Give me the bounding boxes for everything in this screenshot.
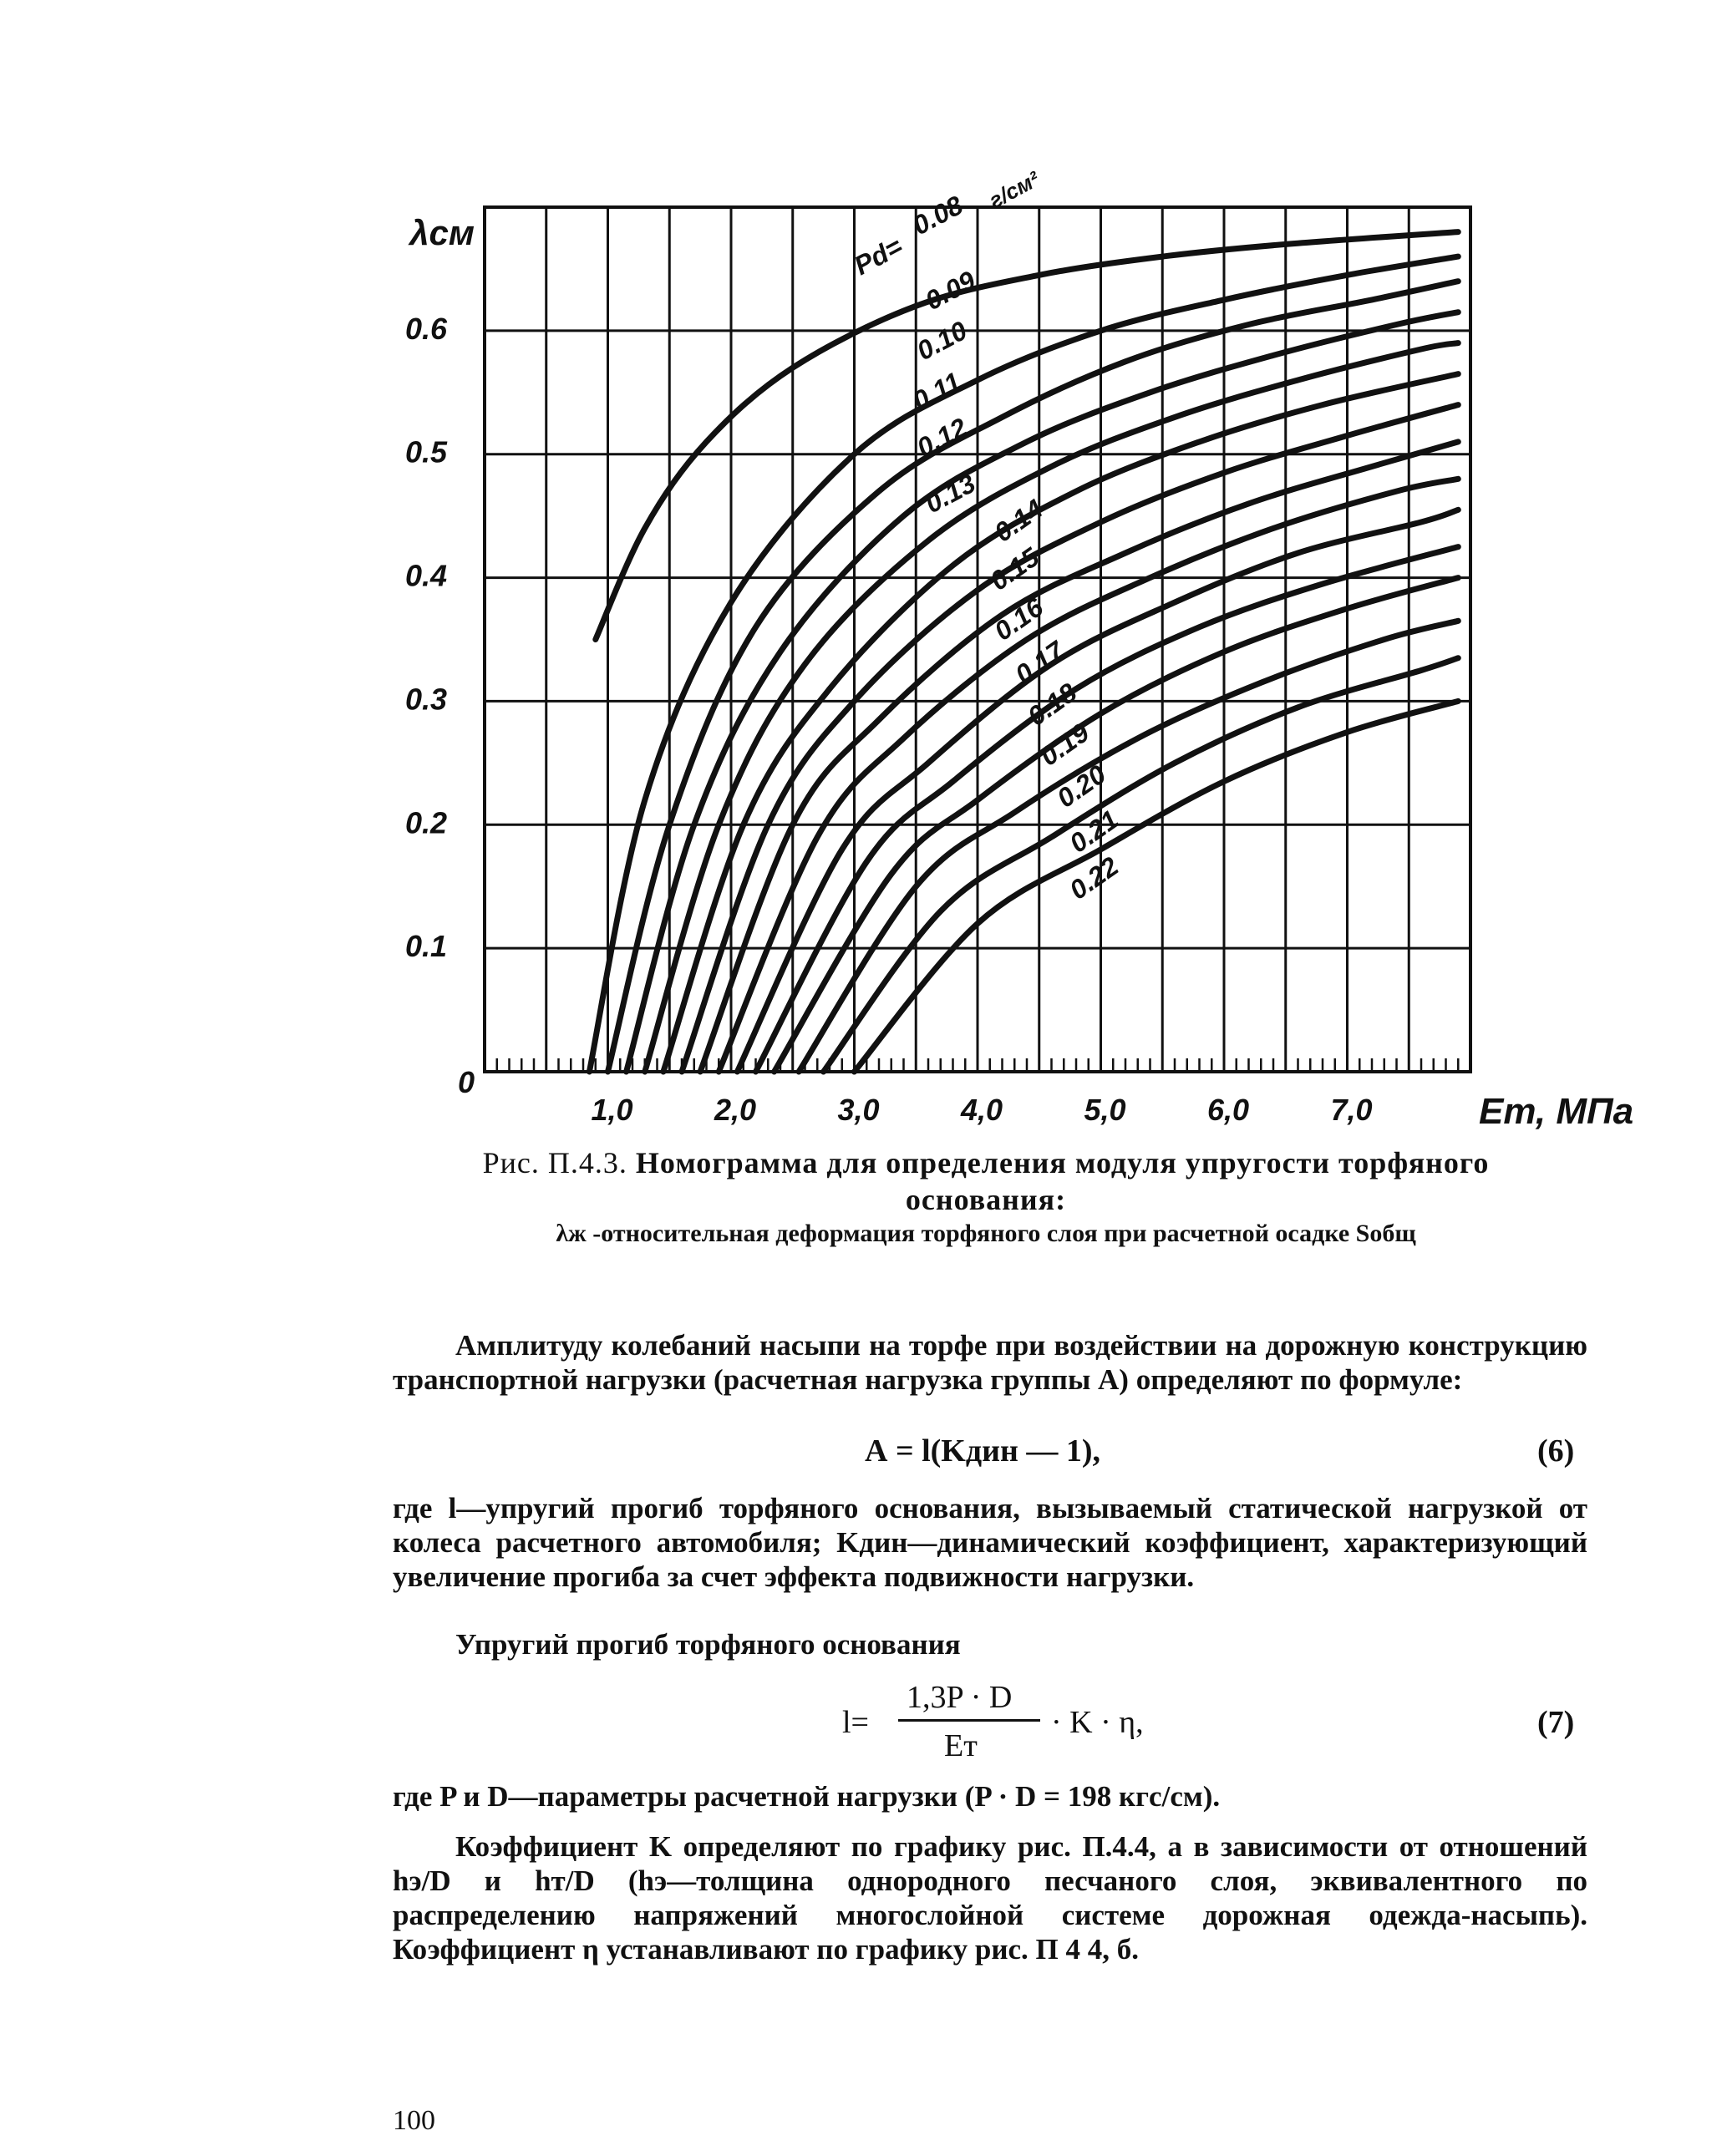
x-axis-label: Eт, МПа [1479, 1091, 1634, 1132]
curve-label-0.09: 0.09 [920, 265, 981, 317]
formula-7-lhs: l= [842, 1705, 869, 1740]
chart-curves [589, 232, 1458, 1072]
curve-label-0.16: 0.16 [988, 591, 1049, 647]
paragraph-5: Коэффициент K определяют по графику рис. П.4.4, a в зависимости от отношений hэ/D и hт/D (hэ—толщина однородного песчаного слоя, эквивалентного по распределению напряжений многослойной системе дорожная одежда-насыпь). Коэффициент η устанавливают по графику рис. П 4 4, б. [393, 1830, 1587, 1966]
curve-label-0.10: 0.10 [912, 315, 973, 367]
curve-label-0.20: 0.20 [1051, 758, 1112, 814]
x-tick-label: 1,0 [591, 1093, 633, 1127]
series-unit-label: г/см² [984, 166, 1044, 214]
paragraph-2: где l—упругий прогиб торфяного основания, вызываемый статической нагрузкой от колеса расчетного автомобиля; Kдин—динамический коэффициент, характеризующий увеличение прогиба за счет эффекта подвижности нагрузки. [393, 1492, 1587, 1593]
x-tick-label: 4,0 [960, 1093, 1003, 1127]
paragraph-3: Упругий прогиб торфяного основания [455, 1628, 961, 1661]
curve-0.15 [700, 442, 1458, 1072]
curve-0.21 [824, 658, 1459, 1072]
y-tick-label: 0.3 [404, 682, 448, 717]
x-tick-label: 2,0 [714, 1093, 757, 1127]
chart-grid [485, 207, 1470, 1072]
curve-label-0.17: 0.17 [1009, 635, 1070, 690]
formula-7-rhs: · K · η, [1051, 1705, 1144, 1740]
curve-label-0.19: 0.19 [1034, 717, 1095, 772]
paragraph-1: Амплитуду колебаний насыпи на торфе при воздействии на дорожную конструкцию транспортной нагрузки (расчетная нагрузка группы А) определяют по формуле: [393, 1329, 1587, 1396]
chart-labels [405, 165, 1633, 1132]
formula-7-numerator: 1,3P · D [907, 1680, 1013, 1715]
origin-label: 0 [457, 1065, 475, 1099]
curve-label-0.08: 0.08 [907, 190, 968, 241]
formula-7-number: (7) [1537, 1705, 1575, 1740]
y-tick-label: 0.2 [404, 805, 448, 840]
curve-0.22 [855, 701, 1459, 1072]
curve-label-0.13: 0.13 [920, 468, 981, 520]
caption-title-line2: основания: [905, 1183, 1067, 1216]
caption-note: λж -относительная деформация торфяного слоя при расчетной осадке Sобщ [556, 1220, 1416, 1247]
y-tick-label: 0.1 [404, 929, 448, 964]
series-note-label: Pd= [849, 231, 907, 282]
curve-label-0.15: 0.15 [984, 541, 1045, 596]
page-number: 100 [393, 2105, 435, 2136]
paragraph-4: где P и D—параметры расчетной нагрузки (P · D = 198 кгс/см). [393, 1780, 1221, 1813]
formula-6: А = l(Kдин — 1), [865, 1433, 1101, 1469]
caption-title: Номограмма для определения модуля упругости торфяного [635, 1146, 1490, 1179]
caption-prefix: Рис. П.4.3. [482, 1146, 636, 1179]
curve-label-0.22: 0.22 [1064, 850, 1125, 906]
y-axis-label: λсм [409, 213, 475, 252]
x-tick-label: 3,0 [837, 1093, 880, 1127]
figure-caption [384, 1144, 1587, 1218]
curve-label-0.12: 0.12 [912, 412, 973, 464]
curve-label-0.21: 0.21 [1064, 804, 1125, 859]
curve-label-0.14: 0.14 [988, 493, 1049, 548]
x-tick-label: 6,0 [1206, 1093, 1250, 1127]
y-tick-label: 0.6 [404, 311, 448, 346]
fraction-bar [898, 1719, 1040, 1722]
x-tick-label: 7,0 [1330, 1093, 1373, 1127]
y-tick-label: 0.5 [404, 434, 448, 469]
formula-7-denominator: Eт [944, 1728, 978, 1763]
curve-label-0.18: 0.18 [1022, 677, 1083, 732]
formula-6-number: (6) [1537, 1433, 1575, 1469]
curve-label-0.11: 0.11 [907, 366, 967, 417]
y-tick-label: 0.4 [404, 558, 448, 593]
x-tick-label: 5,0 [1084, 1093, 1126, 1127]
